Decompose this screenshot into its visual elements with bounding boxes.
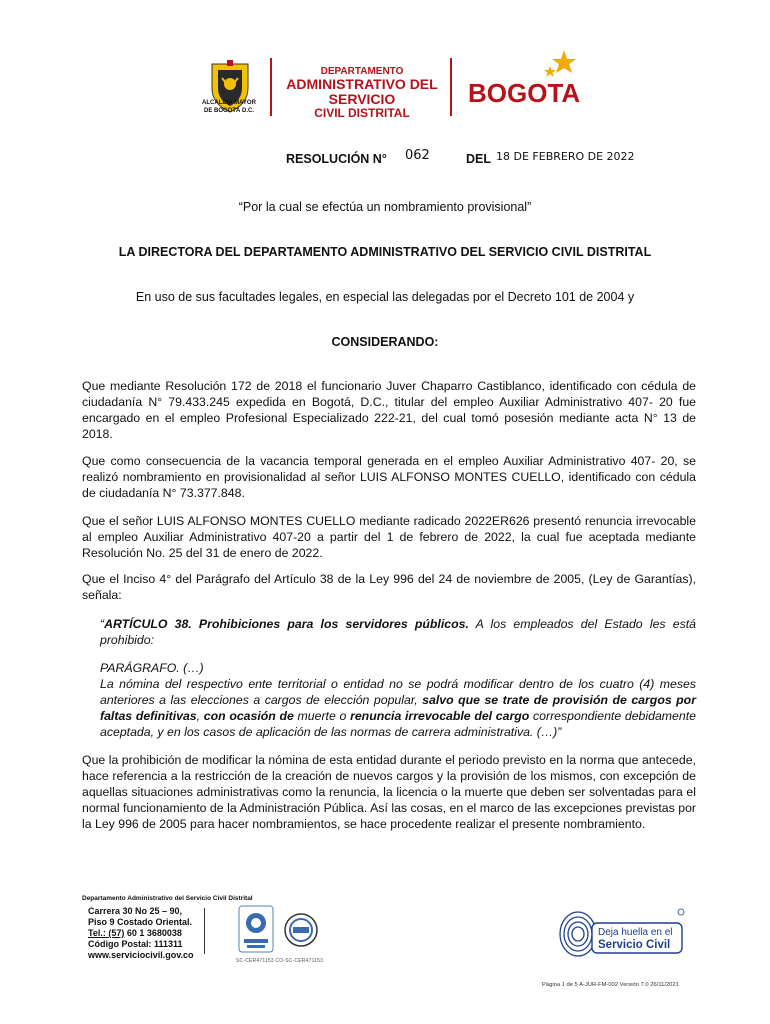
paragraph-1: Que mediante Resolución 172 de 2018 el funcionario Juver Chaparro Castiblanco, identificado con cédula de ciudadanía N° 79.433.245 expedida en Bogotá, D.C., titular del empleo Auxiliar Administrativo 407- 20 fue encargado en el empleo Profesional Especializado 222-21, del cual tomó posesión mediante acta N° 13 de 2018. (82, 379, 696, 441)
header-divider (270, 58, 272, 116)
iqnet-certification-icon (283, 912, 319, 952)
dept-line1: DEPARTAMENTO (320, 66, 404, 77)
paragraph-text (100, 676, 696, 740)
certification-codes: SC-CER471153 CO-SC-CER471153 (236, 958, 324, 964)
quote-open: “ (100, 617, 105, 631)
resolution-date: 18 DE FEBRERO DE 2022 (496, 150, 635, 163)
quote-emphasis: salvo que se trate de provisión de cargos por faltas definitivas (100, 693, 696, 723)
paragraph-5: Que la prohibición de modificar la nómina de esta entidad durante el periodo previsto en la norma que antecede, hace referencia a la restricción de la creación de nuevos cargos y la provisión de los mismos, con excepción de aquellas situaciones administrativas como la renuncia, la licencia o la muerte que deben ser solventadas para el normal funcionamiento de la Administración Pública. Así las cosas, en el marco de las excepciones previstas por la Ley 996 de 2005 para hacer nombramientos, se hace procedente realizar el presente nombramiento. (82, 753, 696, 831)
department-logo-text (276, 66, 448, 120)
footer-phone-number: 60 1 3680038 (124, 928, 182, 938)
del-label: DEL (466, 152, 491, 166)
quoted-article (100, 616, 696, 648)
deja-huella-logo-icon (556, 903, 688, 965)
footer-address-line2: Piso 9 Costado Oriental. (88, 917, 193, 927)
footer-address-line1: Carrera 30 No 25 – 90, (88, 906, 183, 916)
paragraph-4: Que el Inciso 4° del Parágrafo del Artículo 38 de la Ley 996 del 24 de noviembre de 2005, (Ley de Garantías), señala: (82, 572, 696, 602)
paragraph-heading: PARÁGRAFO. (…) (100, 661, 204, 675)
quote-emphasis: con ocasión de (203, 709, 294, 723)
bogota-logo-icon (464, 46, 584, 116)
footer-department: Departamento Administrativo del Servicio Civil Distrital (82, 895, 253, 902)
page-info: Página 1 de 5 A-JUR-FM-002 Versión 7.0 26/11/2021 (542, 982, 679, 988)
crest-caption-line1: ALCALDIA MAYOR (202, 100, 256, 106)
quote-emphasis: renuncia irrevocable del cargo (350, 709, 530, 723)
quote-text: La nómina del respectivo ente territorial o entidad no se podrá modificar dentro de los cuatro (4) meses anteriores a las elecciones a cargos de elección popular, (100, 677, 696, 707)
legal-powers-statement: En uso de sus facultades legales, en especial las delegadas por el Decreto 101 de 2004 y (135, 290, 635, 304)
footer-website: www.serviciocivil.gov.co (88, 950, 194, 960)
quote-text: , (196, 709, 204, 723)
huella-line1: Deja huella en el (598, 927, 673, 938)
footer-address (88, 906, 194, 961)
footer-postal: Código Postal: 111311 (88, 939, 183, 949)
crest-caption-line2: DE BOGOTÁ D.C. (203, 107, 254, 114)
resolution-label: RESOLUCIÓN N° (286, 152, 387, 166)
header-divider (450, 58, 452, 116)
article-text: A los empleados del Estado les está prohibido: (100, 617, 696, 647)
paragraph-3: Que el señor LUIS ALFONSO MONTES CUELLO mediante radicado 2022ER626 presentó renuncia irrevocable al empleo Auxiliar Administrativo 407-20 a partir del 1 de febrero de 2022, la cual fue aceptada mediante Resolución No. 25 del 31 de enero de 2022. (82, 514, 696, 560)
dept-line3: CIVIL DISTRITAL (314, 106, 410, 120)
dept-line2: ADMINISTRATIVO DEL SERVICIO (286, 76, 438, 107)
quoted-paragraph (100, 660, 696, 740)
icontec-certification-icon (238, 905, 274, 953)
quote-text: correspondiente debidamente aceptada, y en los casos de aplicación de las normas de carrera administrativa. (…)” (100, 709, 696, 739)
crest-caption (192, 100, 266, 115)
footer-phone-label: Tel.: (57) (88, 928, 125, 938)
footer-divider (204, 908, 205, 954)
considerando-heading: CONSIDERANDO: (331, 335, 439, 349)
resolution-number: 062 (405, 148, 430, 163)
director-title: LA DIRECTORA DEL DEPARTAMENTO ADMINISTRATIVO DEL SERVICIO CIVIL DISTRITAL (118, 245, 652, 259)
resolution-subtitle: “Por la cual se efectúa un nombramiento provisional” (238, 200, 532, 214)
article-heading: ARTÍCULO 38. Prohibiciones para los servidores públicos. (104, 617, 469, 631)
paragraph-2: Que como consecuencia de la vacancia temporal generada en el empleo Auxiliar Administrativo 407- 20, se realizó nombramiento en provisionalidad al señor LUIS ALFONSO MONTES CUELLO, identificado con cédula de ciudadanía N° 73.377.848. (82, 454, 696, 500)
quote-text: muerte o (293, 709, 351, 723)
footer-phone (88, 928, 194, 939)
huella-line2: Servicio Civil (598, 939, 671, 951)
bogota-wordmark: BOGOTA (468, 78, 581, 108)
